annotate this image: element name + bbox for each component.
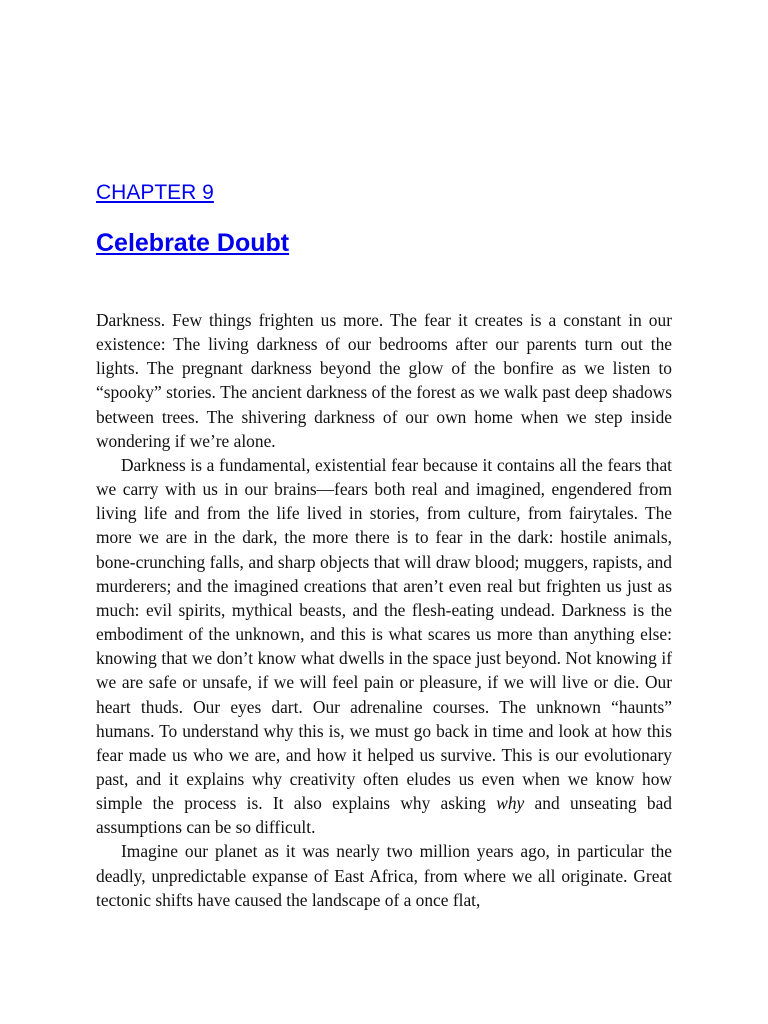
chapter-title-link[interactable]: Celebrate Doubt [96, 229, 290, 257]
paragraph-2-italic: why [496, 793, 525, 814]
paragraph-2-text-end: and unseating bad assumptions can be so difficult. [96, 793, 672, 838]
paragraph-3: Imagine our planet as it was nearly two million years ago, in particular the deadly, unpredictable expanse of East Africa, from where we all originate. Great tectonic shifts have caused the landscape of a once flat, [96, 841, 672, 910]
chapter-body [96, 308, 672, 912]
paragraph-1: Darkness. Few things frighten us more. The fear it creates is a constant in our existence: The living darkness of our bedrooms after our parents turn out the lights. The pregnant darkness beyond the glow of the bonfire as we listen to “spooky” stories. The ancient darkness of the forest as we walk past deep shadows between trees. The shivering darkness of our own home when we step inside wondering if we’re alone. [96, 310, 672, 451]
paragraph-2-text: Darkness is a fundamental, existential fear because it contains all the fears that we carry with us in our brains—fears both real and imagined, engendered from living life and from the life lived in stories, from culture, from fairytales. The more we are in the dark, the more there is to fear in the dark: hostile animals, bone-crunching falls, and sharp objects that will draw blood; muggers, rapists, and murderers; and the imagined creations that aren’t even real but frighten us just as much: evil spirits, mythical beasts, and the flesh-eating undead. Darkness is the embodiment of the unknown, and this is what scares us more than anything else: knowing that we don’t know what dwells in the space just beyond. Not knowing if we are safe or unsafe, if we will feel pain or pleasure, if we will live or die. Our heart thuds. Our eyes dart. Our adrenaline courses. The unknown “haunts” humans. To understand why this is, we must go back in time and look at how this fear made us who we are, and how it helped us survive. This is our evolutionary past, and it explains why creativity often eludes us even when we know how simple the process is. It also explains why asking [96, 454, 672, 814]
paragraph-2 [96, 453, 672, 840]
chapter-number-link[interactable]: CHAPTER 9 [96, 181, 214, 204]
